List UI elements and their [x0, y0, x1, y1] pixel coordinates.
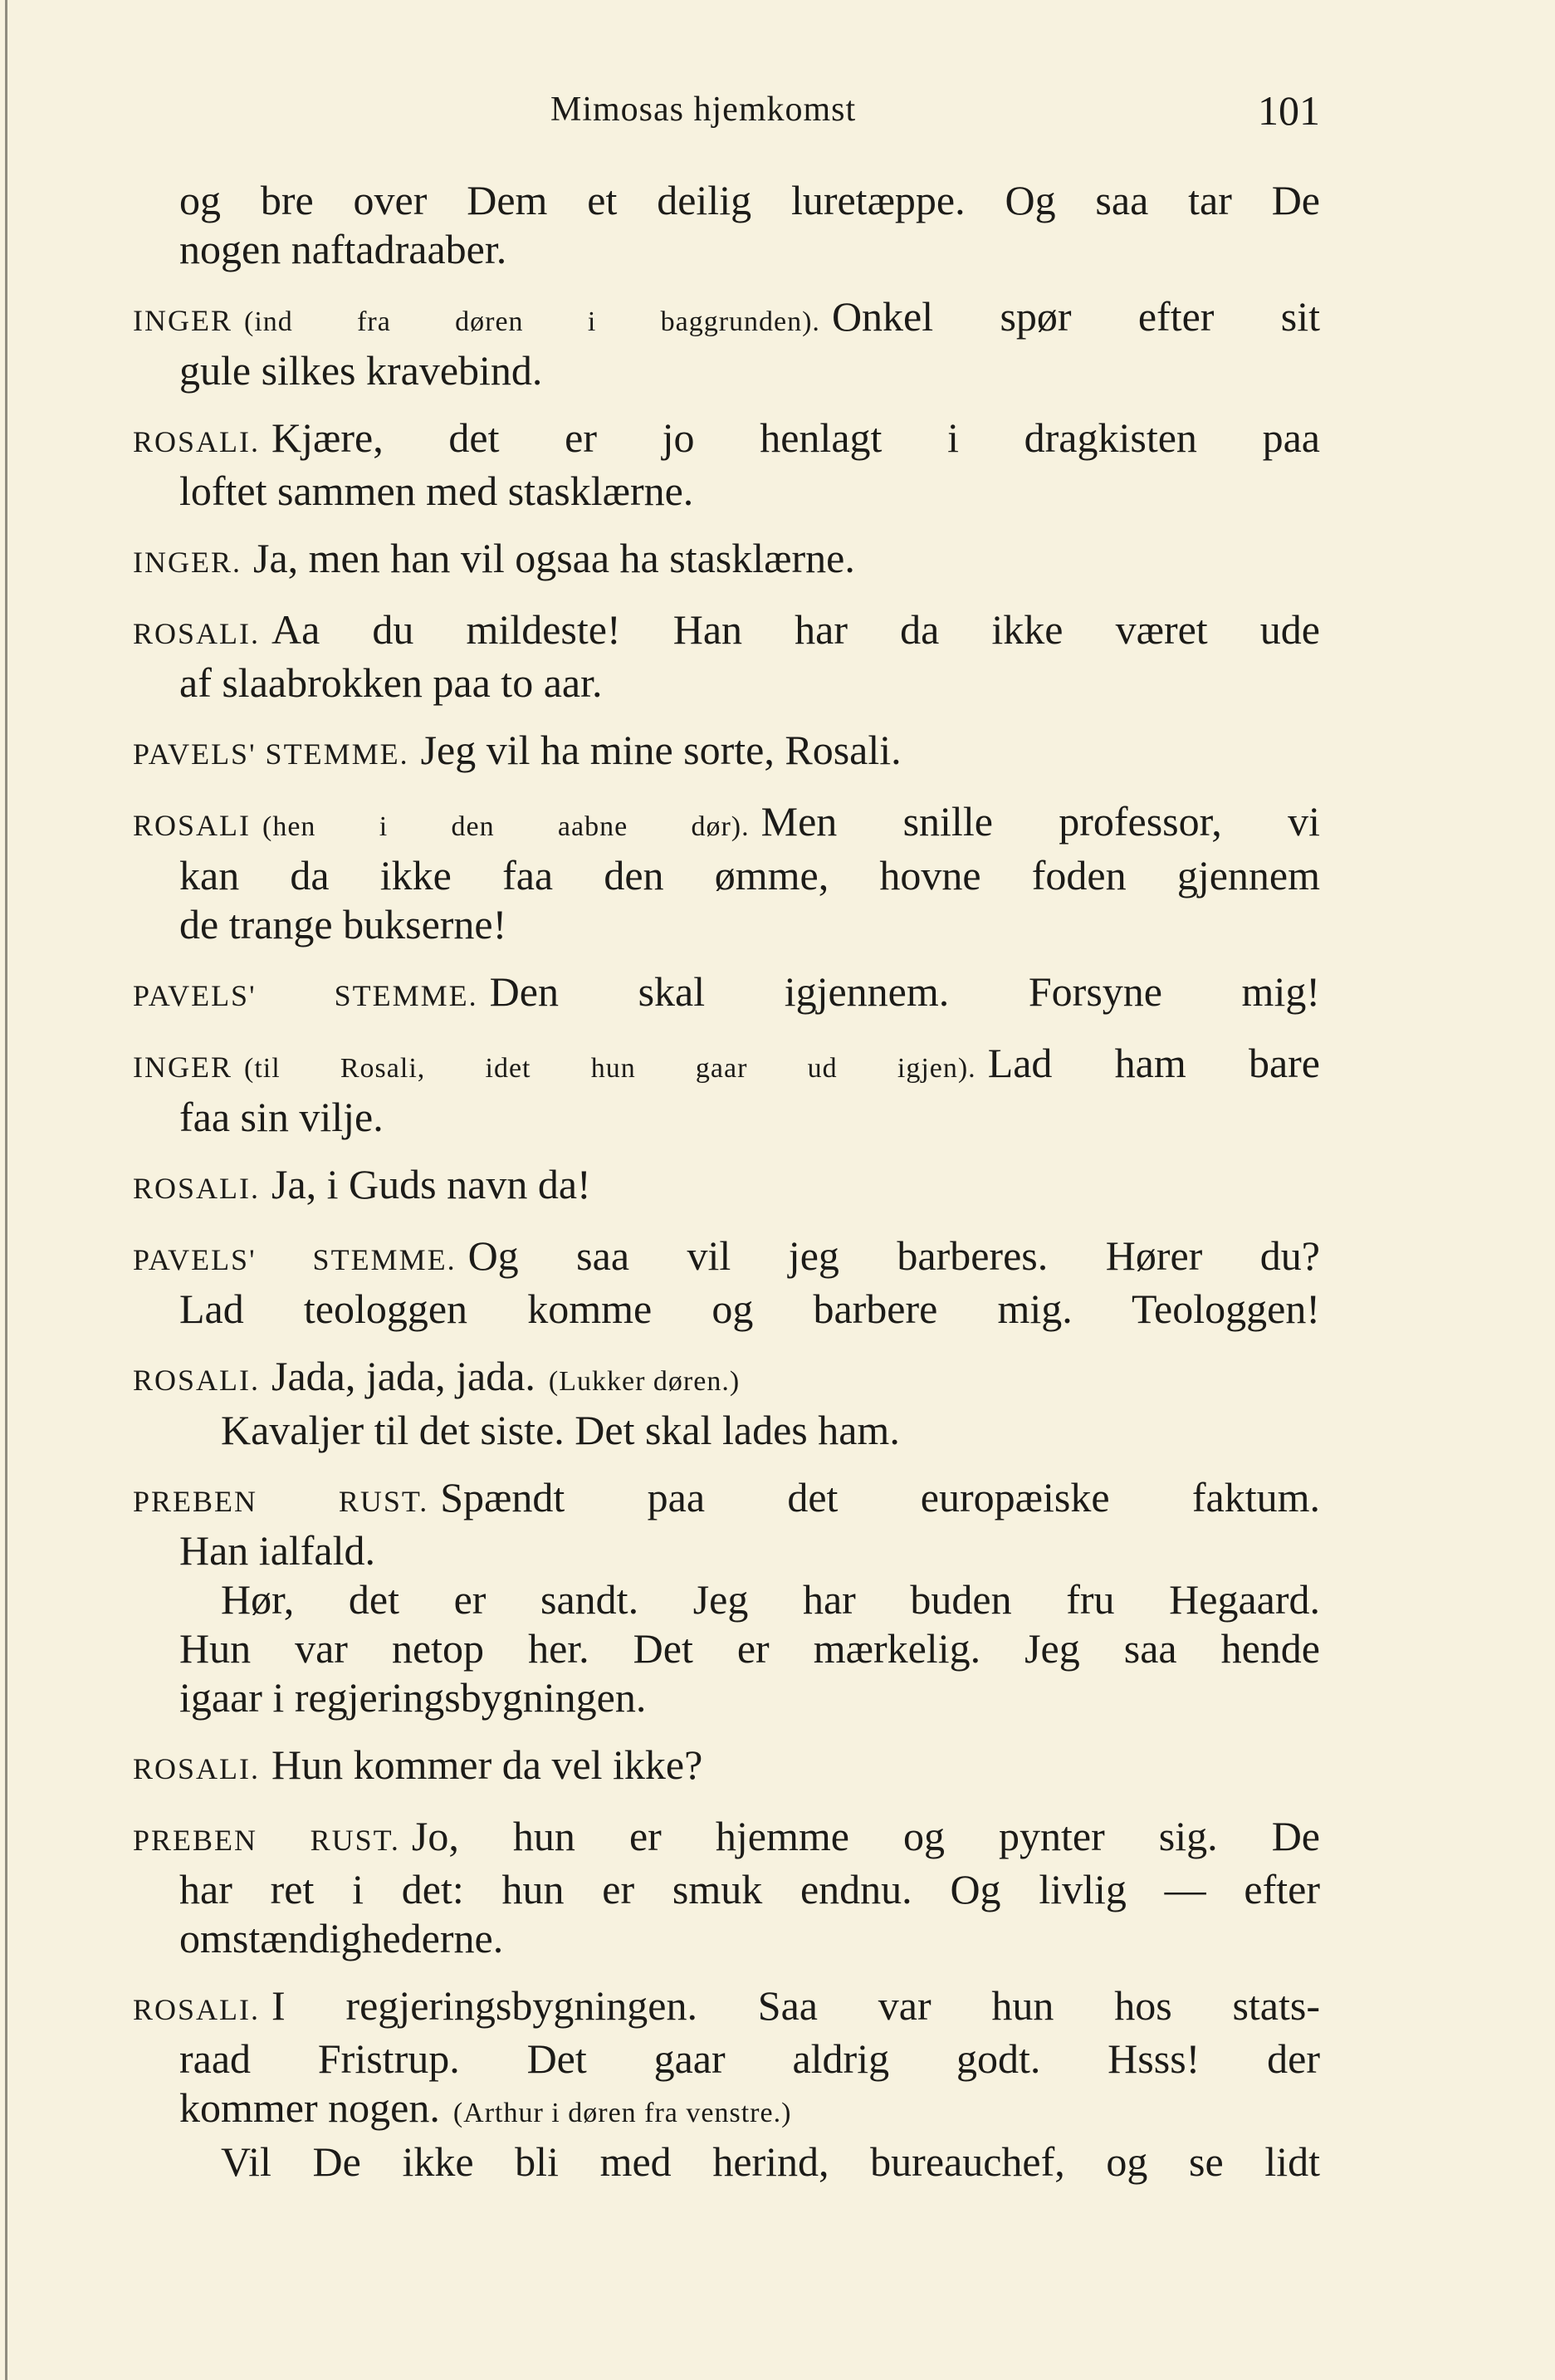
text-line: Hun var netop her. Det er mærkelig. Jeg saa hende — [179, 1625, 1320, 1672]
text-line: og bre over Dem et deilig luretæppe. Og saa tar De — [179, 177, 1320, 223]
dialogue-text: Men snille professor, vi — [760, 798, 1320, 845]
text-line: af slaabrokken paa to aar. — [179, 659, 603, 706]
dialogue-text: Den skal igjennem. Forsyne mig! — [489, 968, 1320, 1015]
speech-preben-2 — [133, 1812, 1320, 1963]
dialogue-text: Aa du mildeste! Han har da ikke været ude — [271, 606, 1320, 653]
dialogue-text: I regjeringsbygningen. Saa var hun hos stats- — [271, 1982, 1320, 2029]
speech-inger-1 — [133, 292, 1320, 395]
speech-first-line — [133, 1981, 1320, 2035]
dialogue-text: Hun kommer da vel ikke? — [271, 1741, 703, 1788]
page-header — [133, 87, 1320, 140]
speech-rosali-5 — [133, 1352, 1320, 1455]
text-line: nogen naftadraaber. — [179, 226, 507, 272]
stage-direction: (hen i den aabne dør). — [262, 811, 750, 842]
text-line: igaar i regjeringsbygningen. — [179, 1674, 647, 1721]
speech-first-line — [133, 1741, 1320, 1794]
speech-rosali-1 — [133, 414, 1320, 516]
speaker-name: ROSALI. — [133, 1172, 261, 1205]
text-line: loftet sammen med stasklærne. — [179, 468, 694, 514]
speech-inger-2 — [133, 534, 1320, 587]
speech-rosali-6 — [133, 1741, 1320, 1794]
dialogue-text: Jeg vil ha mine sorte, Rosali. — [420, 727, 902, 773]
text-line: de trange bukserne! — [179, 901, 507, 948]
running-title: Mimosas hjemkomst — [550, 91, 857, 129]
text-line: omstændighederne. — [179, 1915, 504, 1961]
speech-first-line — [133, 605, 1320, 659]
speaker-name: INGER — [133, 304, 232, 337]
play-text — [133, 176, 1320, 2205]
speaker-name: PAVELS' STEMME. — [133, 979, 478, 1012]
speech-continuation — [133, 176, 1320, 274]
speech-first-line — [133, 967, 1320, 1021]
text-line: har ret i det: hun er smuk endnu. Og livlig — efter — [179, 1866, 1320, 1912]
speech-inger-3 — [133, 1039, 1320, 1142]
speaker-name: PREBEN RUST. — [133, 1824, 400, 1857]
speech-first-line — [133, 1473, 1320, 1526]
speaker-name: PREBEN RUST. — [133, 1485, 429, 1518]
speech-rosali-2 — [133, 605, 1320, 708]
speaker-name: ROSALI. — [133, 617, 261, 650]
speech-first-line — [133, 1812, 1320, 1865]
text-line — [133, 2084, 1320, 2138]
stage-direction: (Lukker døren.) — [548, 1366, 741, 1397]
speaker-name: ROSALI — [133, 809, 252, 842]
speech-first-line — [133, 1352, 1320, 1406]
page-edge-rule — [5, 0, 7, 2380]
dialogue-text: Og saa vil jeg barberes. Hører du? — [467, 1232, 1320, 1279]
speech-first-line — [133, 292, 1320, 346]
text-line: Hør, det er sandt. Jeg har buden fru Hegaard. — [221, 1576, 1320, 1623]
speaker-name: INGER. — [133, 546, 242, 579]
text-line: raad Fristrup. Det gaar aldrig godt. Hsss! der — [179, 2035, 1320, 2082]
text-line: Han ialfald. — [179, 1527, 376, 1574]
speech-first-line — [133, 797, 1320, 851]
speech-first-line — [133, 1039, 1320, 1093]
speech-rosali-7 — [133, 1981, 1320, 2187]
speaker-name: ROSALI. — [133, 1752, 261, 1785]
text-line: Kavaljer til det siste. Det skal lades ham. — [221, 1407, 900, 1453]
speech-first-line — [133, 726, 1320, 779]
speech-pavels-2 — [133, 967, 1320, 1021]
stage-direction: (Arthur i døren fra venstre.) — [452, 2098, 792, 2128]
stage-direction: (til Rosali, idet hun gaar ud igjen). — [244, 1053, 976, 1084]
text-line: gule silkes kravebind. — [179, 347, 543, 394]
dialogue-text: Lad ham bare — [987, 1040, 1320, 1086]
speaker-name: PAVELS' STEMME. — [133, 737, 409, 771]
speech-preben-1 — [133, 1473, 1320, 1722]
text-line: kan da ikke faa den ømme, hovne foden gjennem — [179, 852, 1320, 899]
text-line: Lad teologgen komme og barbere mig. Teologgen! — [179, 1285, 1320, 1332]
speaker-name: ROSALI. — [133, 425, 261, 458]
speaker-name: ROSALI. — [133, 1993, 261, 2026]
speech-first-line — [133, 1160, 1320, 1213]
speech-rosali-4 — [133, 1160, 1320, 1213]
dialogue-text: Kjære, det er jo henlagt i dragkisten paa — [271, 414, 1320, 461]
speech-first-line — [133, 1232, 1320, 1285]
speech-first-line — [133, 534, 1320, 587]
speech-pavels-3 — [133, 1232, 1320, 1334]
dialogue-text: Spændt paa det europæiske faktum. — [440, 1474, 1320, 1521]
text-line: Vil De ikke bli med herind, bureauchef, og se lidt — [221, 2138, 1320, 2185]
speaker-name: ROSALI. — [133, 1364, 261, 1397]
stage-direction: (ind fra døren i baggrunden). — [244, 306, 820, 337]
speech-first-line — [133, 414, 1320, 467]
dialogue-text: kommer nogen. — [179, 2084, 440, 2131]
text-line: faa sin vilje. — [179, 1094, 384, 1140]
dialogue-text: Ja, i Guds navn da! — [271, 1161, 591, 1207]
speech-pavels-1 — [133, 726, 1320, 779]
dialogue-text: Onkel spør efter sit — [831, 293, 1320, 340]
speaker-name: PAVELS' STEMME. — [133, 1243, 457, 1276]
dialogue-text: Jada, jada, jada. — [271, 1353, 535, 1399]
dialogue-text: Jo, hun er hjemme og pynter sig. De — [411, 1813, 1320, 1859]
speaker-name: INGER — [133, 1050, 232, 1084]
speech-rosali-3 — [133, 797, 1320, 949]
page-number: 101 — [1258, 87, 1320, 134]
dialogue-text: Ja, men han vil ogsaa ha stasklærne. — [253, 535, 855, 581]
